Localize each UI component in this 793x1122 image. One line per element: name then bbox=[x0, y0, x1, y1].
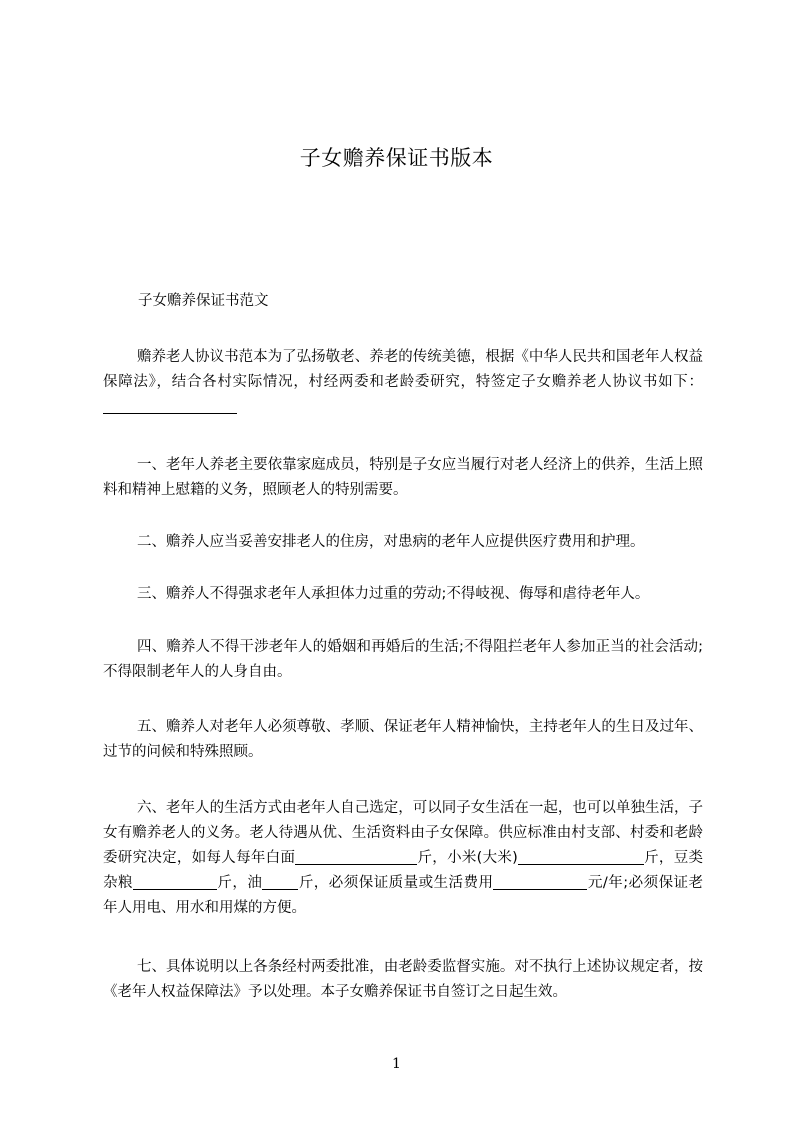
flour-blank bbox=[295, 848, 417, 865]
document-title: 子女赡养保证书版本 bbox=[299, 146, 494, 170]
clause-6-text-2: 斤，小米(大米) bbox=[417, 850, 518, 866]
millet-blank bbox=[518, 848, 644, 865]
clause-6-text-6: 元/年;必须保证老年人用电、用水和用煤的方便。 bbox=[103, 875, 704, 916]
clause-6 bbox=[103, 796, 703, 921]
clause-6-text-4: 斤，油 bbox=[216, 875, 263, 891]
intro-paragraph bbox=[103, 345, 703, 420]
living-expense-blank bbox=[493, 873, 587, 890]
document-subtitle: 子女赡养保证书范文 bbox=[138, 293, 269, 309]
intro-text: 赡养老人协议书范本为了弘扬敬老、养老的传统美德，根据《中华人民共和国老年人权益保障法》，结合各村实际情况，村经两委和老龄委研究，特签定子女赡养老人协议书如下： bbox=[103, 349, 703, 390]
clause-6-text-3: 斤，豆类杂粮 bbox=[103, 850, 703, 891]
oil-blank bbox=[262, 873, 298, 890]
grain-blank bbox=[133, 873, 217, 890]
page-number: 1 bbox=[392, 1056, 401, 1072]
clause-7: 七、具体说明以上各条经村两委批准，由老龄委监督实施。对不执行上述协议规定者，按《老年人权益保障法》予以处理。本子女赡养保证书自签订之日起生效。 bbox=[103, 959, 703, 1000]
clause-5: 五、赡养人对老年人必须尊敬、孝顺、保证老年人精神愉快，主持老年人的生日及过年、过节的问候和特殊照顾。 bbox=[103, 719, 703, 760]
clause-1: 一、老年人养老主要依靠家庭成员，特别是子女应当履行对老人经济上的供养，生活上照料和精神上慰籍的义务，照顾老人的特别需要。 bbox=[103, 457, 703, 498]
clause-6-text-5: 斤，必须保证质量或生活费用 bbox=[298, 875, 494, 891]
signature-blank bbox=[103, 397, 237, 414]
clause-6-text-1: 六、老年人的生活方式由老年人自己选定，可以同子女生活在一起，也可以单独生活，子女有赡养老人的义务。老人待遇从优、生活资料由子女保障。供应标准由村支部、村委和老龄委研究决定，如每人每年白面 bbox=[103, 800, 703, 866]
clause-4: 四、赡养人不得干涉老年人的婚姻和再婚后的生活;不得阻拦老年人参加正当的社会活动;不得限制老年人的人身自由。 bbox=[103, 639, 703, 680]
clause-2: 二、赡养人应当妥善安排老人的住房，对患病的老年人应提供医疗费用和护理。 bbox=[137, 534, 645, 550]
clause-3: 三、赡养人不得强求老年人承担体力过重的劳动;不得岐视、侮辱和虐待老年人。 bbox=[137, 586, 650, 602]
